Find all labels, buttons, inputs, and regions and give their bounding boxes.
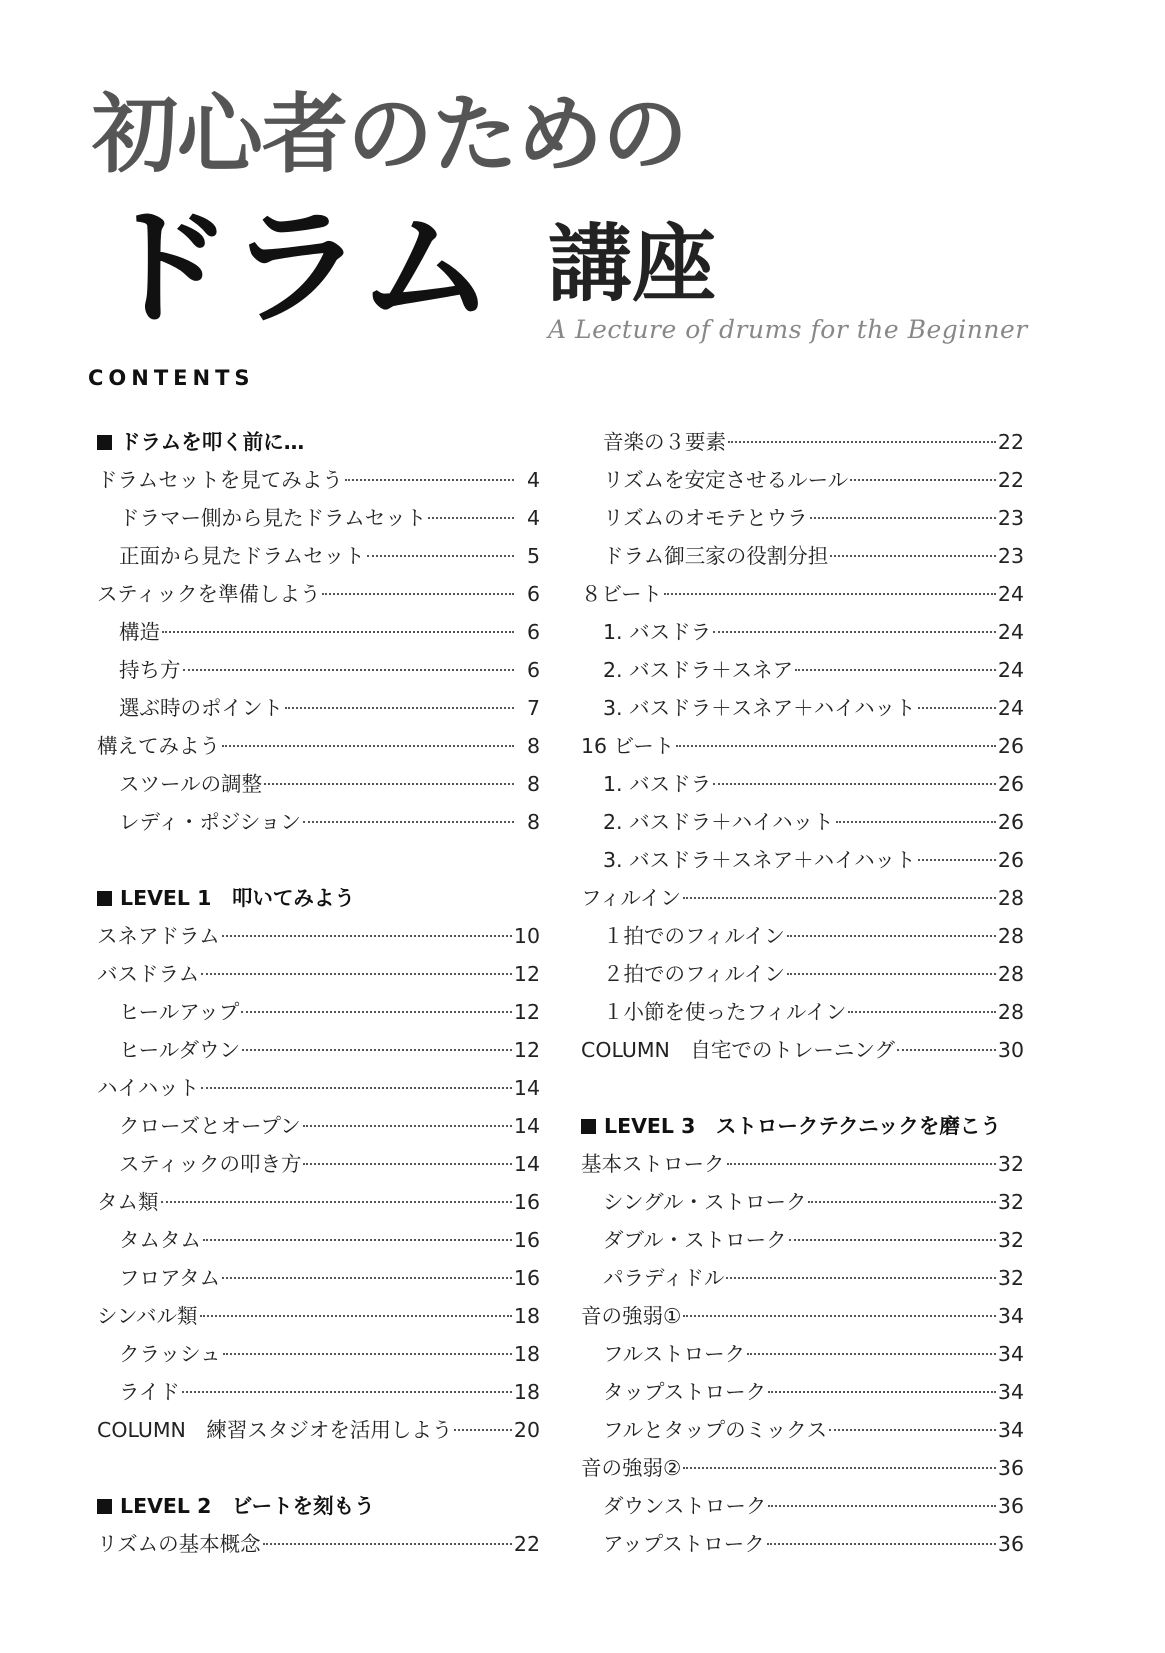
entry-label: クローズとオープン: [119, 1114, 301, 1138]
dot-leader: [223, 1353, 512, 1355]
toc-subentry[interactable]: [581, 653, 1024, 691]
page-number: 28: [997, 924, 1024, 948]
toc-subentry[interactable]: [97, 691, 540, 729]
dot-leader: [345, 479, 514, 481]
entry-label: 1. バスドラ: [603, 772, 712, 796]
dot-leader: [727, 1163, 996, 1165]
toc-entry[interactable]: [581, 1033, 1024, 1071]
dot-leader: [303, 821, 514, 823]
toc-subentry[interactable]: [97, 805, 540, 843]
page-number: 18: [513, 1304, 540, 1328]
toc-entry[interactable]: [97, 1071, 540, 1109]
dot-leader: [201, 1087, 512, 1089]
toc-subentry[interactable]: [97, 539, 540, 577]
page-number: 34: [997, 1380, 1024, 1404]
toc-section-heading: [97, 1489, 540, 1527]
page-number: 14: [513, 1152, 540, 1176]
entry-label: スツールの調整: [119, 772, 263, 796]
toc-entry[interactable]: [97, 1185, 540, 1223]
page-number: 32: [997, 1266, 1024, 1290]
page-number: 4: [526, 468, 540, 492]
entry-label: COLUMN 練習スタジオを活用しよう: [97, 1418, 453, 1442]
toc-subentry[interactable]: [581, 1337, 1024, 1375]
toc-subentry[interactable]: [581, 691, 1024, 729]
english-subtitle: A Lecture of drums for the Beginner: [548, 315, 1028, 344]
entry-label: COLUMN 自宅でのトレーニング: [581, 1038, 895, 1062]
entry-label: ８ビート: [581, 582, 663, 606]
entry-label: ハイハット: [97, 1076, 200, 1100]
page-number: 20: [513, 1418, 540, 1442]
dot-leader: [787, 935, 996, 937]
dot-leader: [918, 859, 996, 861]
entry-label: 構えてみよう: [97, 734, 220, 758]
toc-subentry[interactable]: [97, 615, 540, 653]
dot-leader: [713, 631, 996, 633]
title-line-1: 初心者のための: [92, 85, 687, 185]
entry-label: スティックの叩き方: [119, 1152, 302, 1176]
entry-label: ドラムセットを見てみよう: [97, 468, 343, 492]
entry-label: ドラム御三家の役割分担: [603, 544, 829, 568]
page-number: 6: [526, 582, 540, 606]
page-number: 14: [513, 1076, 540, 1100]
toc-subentry[interactable]: [581, 615, 1024, 653]
entry-label: 2. バスドラ＋ハイハット: [603, 810, 834, 834]
section-label: LEVEL 2 ビートを刻もう: [120, 1494, 375, 1518]
page-number: 16: [513, 1228, 540, 1252]
page-number: 36: [997, 1532, 1024, 1556]
toc-subentry[interactable]: [97, 995, 540, 1033]
dot-leader: [162, 631, 514, 633]
dot-leader: [829, 1429, 996, 1431]
page-number: 23: [997, 506, 1024, 530]
page-number: 26: [997, 810, 1024, 834]
dot-leader: [161, 1201, 512, 1203]
dot-leader: [285, 707, 514, 709]
dot-leader: [664, 593, 996, 595]
title-line-2-kouza: 講座: [548, 215, 717, 313]
dot-leader: [263, 1543, 512, 1545]
page-number: 34: [997, 1304, 1024, 1328]
entry-label: 持ち方: [119, 658, 181, 682]
toc-subentry[interactable]: [581, 767, 1024, 805]
dot-leader: [830, 555, 996, 557]
dot-leader: [222, 935, 512, 937]
toc-spacer: [97, 843, 540, 881]
toc-subentry[interactable]: [97, 1223, 540, 1261]
entry-label: 音楽の３要素: [603, 430, 726, 454]
page-number: 8: [526, 810, 540, 834]
dot-leader: [850, 479, 996, 481]
square-bullet-icon: [97, 1499, 112, 1514]
dot-leader: [683, 1315, 996, 1317]
entry-label: 構造: [119, 620, 160, 644]
page-number: 14: [513, 1114, 540, 1138]
toc-entry[interactable]: [97, 1299, 540, 1337]
page-number: 18: [513, 1380, 540, 1404]
entry-label: スティックを準備しよう: [97, 582, 321, 606]
entry-label: アップストローク: [603, 1532, 765, 1556]
toc-subentry[interactable]: [97, 653, 540, 691]
dot-leader: [787, 973, 996, 975]
entry-label: 2. バスドラ＋スネア: [603, 658, 794, 682]
toc-entry[interactable]: [97, 463, 540, 501]
toc-entry[interactable]: [97, 1413, 540, 1451]
page-number: 24: [997, 620, 1024, 644]
page-number: 24: [997, 696, 1024, 720]
dot-leader: [454, 1429, 512, 1431]
toc-subentry[interactable]: [581, 919, 1024, 957]
entry-label: シングル・ストローク: [603, 1190, 807, 1214]
dot-leader: [728, 441, 996, 443]
entry-label: 選ぶ時のポイント: [119, 696, 283, 720]
section-label: LEVEL 1 叩いてみよう: [120, 886, 355, 910]
page-number: 28: [997, 962, 1024, 986]
page-number: 4: [526, 506, 540, 530]
entry-label: ２拍でのフィルイン: [603, 962, 785, 986]
entry-label: １拍でのフィルイン: [603, 924, 785, 948]
dot-leader: [789, 1239, 996, 1241]
toc-section-heading: [581, 1109, 1024, 1147]
page-number: 6: [526, 620, 540, 644]
dot-leader: [848, 1011, 996, 1013]
toc-subentry[interactable]: [581, 1527, 1024, 1565]
toc-subentry[interactable]: [581, 957, 1024, 995]
page-number: 28: [997, 886, 1024, 910]
dot-leader: [795, 669, 996, 671]
dot-leader: [683, 1467, 996, 1469]
toc-entry[interactable]: [581, 881, 1024, 919]
dot-leader: [200, 1315, 512, 1317]
dot-leader: [183, 669, 515, 671]
dot-leader: [428, 517, 514, 519]
dot-leader: [322, 593, 514, 595]
toc-spacer: [581, 1071, 1024, 1109]
toc-subentry[interactable]: [97, 1337, 540, 1375]
toc-entry[interactable]: [97, 957, 540, 995]
toc-entry[interactable]: [581, 1299, 1024, 1337]
page-number: 22: [997, 430, 1024, 454]
toc-subentry[interactable]: [581, 1413, 1024, 1451]
dot-leader: [897, 1049, 996, 1051]
dot-leader: [201, 973, 512, 975]
entry-label: 基本ストローク: [581, 1152, 725, 1176]
page-number: 34: [997, 1418, 1024, 1442]
toc-entry[interactable]: [97, 1527, 540, 1565]
entry-label: タムタム: [119, 1228, 201, 1252]
toc-subentry[interactable]: [97, 1109, 540, 1147]
title-line-2-drum: ドラム: [95, 194, 489, 343]
toc-right-column: [581, 425, 1024, 1565]
square-bullet-icon: [97, 435, 112, 450]
entry-label: ヒールダウン: [119, 1038, 240, 1062]
page-number: 7: [526, 696, 540, 720]
entry-label: レディ・ポジション: [119, 810, 301, 834]
dot-leader: [768, 1391, 996, 1393]
page-number: 36: [997, 1494, 1024, 1518]
entry-label: タップストローク: [603, 1380, 767, 1404]
dot-leader: [918, 707, 996, 709]
entry-label: ライド: [119, 1380, 180, 1404]
page-number: 16: [513, 1266, 540, 1290]
toc-subentry[interactable]: [581, 501, 1024, 539]
toc-subentry[interactable]: [581, 463, 1024, 501]
page-number: 10: [513, 924, 540, 948]
page-number: 12: [513, 962, 540, 986]
page-number: 28: [997, 1000, 1024, 1024]
entry-label: シンバル類: [97, 1304, 198, 1328]
toc-section-heading: [97, 881, 540, 919]
toc-subentry[interactable]: [581, 843, 1024, 881]
dot-leader: [303, 1163, 511, 1165]
page-number: 30: [997, 1038, 1024, 1062]
toc-subentry[interactable]: [581, 425, 1024, 463]
toc-subentry[interactable]: [97, 501, 540, 539]
page-number: 12: [513, 1000, 540, 1024]
toc-entry[interactable]: [581, 1451, 1024, 1489]
square-bullet-icon: [97, 891, 112, 906]
dot-leader: [713, 783, 996, 785]
dot-leader: [367, 555, 514, 557]
entry-label: タム類: [97, 1190, 159, 1214]
entry-label: フルとタップのミックス: [603, 1418, 828, 1442]
toc-subentry[interactable]: [97, 1147, 540, 1185]
toc-subentry[interactable]: [97, 1033, 540, 1071]
page-number: 32: [997, 1152, 1024, 1176]
dot-leader: [182, 1391, 512, 1393]
entry-label: ドラマー側から見たドラムセット: [119, 506, 427, 530]
page-number: 23: [997, 544, 1024, 568]
entry-label: ダウンストローク: [603, 1494, 767, 1518]
toc-subentry[interactable]: [581, 1489, 1024, 1527]
toc-entry[interactable]: [97, 577, 540, 615]
entry-label: 音の強弱①: [581, 1304, 682, 1328]
dot-leader: [810, 517, 996, 519]
page-number: 8: [526, 734, 540, 758]
toc-subentry[interactable]: [581, 1375, 1024, 1413]
entry-label: スネアドラム: [97, 924, 220, 948]
page-number: 26: [997, 848, 1024, 872]
entry-label: クラッシュ: [119, 1342, 221, 1366]
dot-leader: [264, 783, 514, 785]
page-number: 5: [526, 544, 540, 568]
toc-subentry[interactable]: [97, 1375, 540, 1413]
page-number: 36: [997, 1456, 1024, 1480]
page-number: 6: [526, 658, 540, 682]
toc-section-heading: [97, 425, 540, 463]
entry-label: パラディドル: [603, 1266, 725, 1290]
page-number: 34: [997, 1342, 1024, 1366]
page-number: 32: [997, 1190, 1024, 1214]
toc-subentry[interactable]: [581, 1185, 1024, 1223]
page-number: 26: [997, 772, 1024, 796]
page-number: 24: [997, 658, 1024, 682]
toc-subentry[interactable]: [581, 995, 1024, 1033]
entry-label: 3. バスドラ＋スネア＋ハイハット: [603, 696, 916, 720]
dot-leader: [808, 1201, 995, 1203]
toc-left-column: [97, 425, 540, 1565]
page-number: 22: [513, 1532, 540, 1556]
square-bullet-icon: [581, 1119, 596, 1134]
dot-leader: [222, 745, 514, 747]
page-number: 32: [997, 1228, 1024, 1252]
dot-leader: [676, 745, 996, 747]
entry-label: 1. バスドラ: [603, 620, 712, 644]
toc-entry[interactable]: [97, 729, 540, 767]
dot-leader: [242, 1049, 512, 1051]
toc-spacer: [97, 1451, 540, 1489]
entry-label: 正面から見たドラムセット: [119, 544, 365, 568]
page-number: 22: [997, 468, 1024, 492]
page-number: 26: [997, 734, 1024, 758]
entry-label: リズムのオモテとウラ: [603, 506, 808, 530]
entry-label: ダブル・ストローク: [603, 1228, 787, 1252]
entry-label: フルストローク: [603, 1342, 746, 1366]
toc-entry[interactable]: [97, 919, 540, 957]
page-number: 8: [526, 772, 540, 796]
entry-label: リズムの基本概念: [97, 1532, 261, 1556]
contents-heading: CONTENTS: [88, 366, 255, 390]
toc-subentry[interactable]: [97, 1261, 540, 1299]
dot-leader: [768, 1505, 996, 1507]
toc-subentry[interactable]: [581, 1261, 1024, 1299]
entry-label: リズムを安定させるルール: [603, 468, 849, 492]
dot-leader: [747, 1353, 996, 1355]
dot-leader: [767, 1543, 996, 1545]
toc-subentry[interactable]: [97, 767, 540, 805]
dot-leader: [241, 1011, 512, 1013]
dot-leader: [203, 1239, 512, 1241]
entry-label: フィルイン: [581, 886, 681, 910]
toc-subentry[interactable]: [581, 1223, 1024, 1261]
toc-entry[interactable]: [581, 577, 1024, 615]
toc-subentry[interactable]: [581, 805, 1024, 843]
entry-label: ヒールアップ: [119, 1000, 240, 1024]
page-number: 12: [513, 1038, 540, 1062]
toc-entry[interactable]: [581, 729, 1024, 767]
entry-label: フロアタム: [119, 1266, 221, 1290]
page-number: 16: [513, 1190, 540, 1214]
entry-label: １小節を使ったフィルイン: [603, 1000, 847, 1024]
section-label: ドラムを叩く前に…: [120, 430, 305, 454]
toc-entry[interactable]: [581, 1147, 1024, 1185]
dot-leader: [303, 1125, 512, 1127]
page-number: 24: [997, 582, 1024, 606]
toc-subentry[interactable]: [581, 539, 1024, 577]
entry-label: 音の強弱②: [581, 1456, 682, 1480]
dot-leader: [726, 1277, 996, 1279]
dot-leader: [683, 897, 996, 899]
entry-label: バスドラム: [97, 962, 200, 986]
dot-leader: [222, 1277, 512, 1279]
section-label: LEVEL 3 ストロークテクニックを磨こう: [604, 1114, 1001, 1138]
page-number: 18: [513, 1342, 540, 1366]
entry-label: 16 ビート: [581, 734, 675, 758]
entry-label: 3. バスドラ＋スネア＋ハイハット: [603, 848, 916, 872]
dot-leader: [836, 821, 996, 823]
